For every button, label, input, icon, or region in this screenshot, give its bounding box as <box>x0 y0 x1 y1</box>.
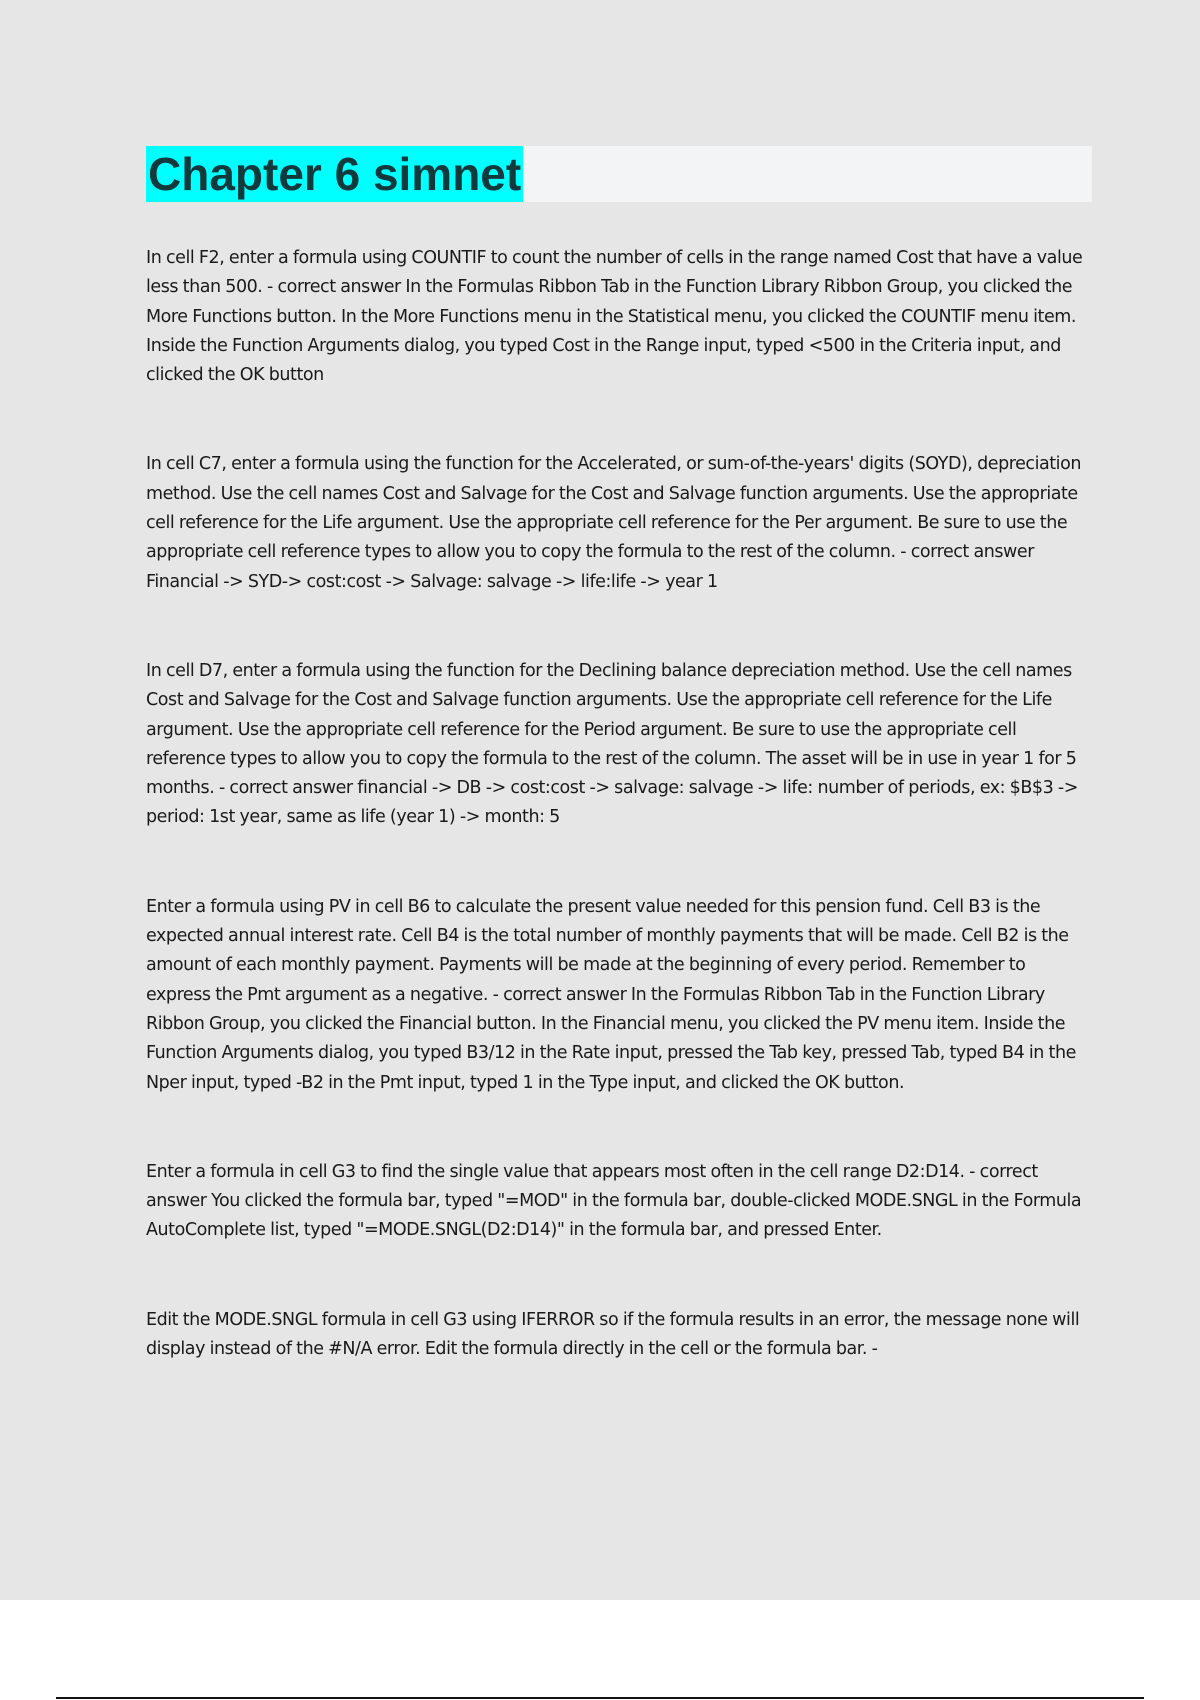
qa-item-mode-sngl: Enter a formula in cell G3 to find the single value that appears most often in the cell range D2:D14. - correct answer You clicked the formula bar, typed "=MOD" in the formula bar, double-clicked MODE.SNGL in the Formula AutoComplete list, typed "=MODE.SNGL(D2:D14)" in the formula bar, and pressed Enter. <box>146 1161 1082 1241</box>
qa-item-syd: In cell C7, enter a formula using the function for the Accelerated, or sum-of-the-years' digits (SOYD), depreciation method. Use the cell names Cost and Salvage for the Cost and Salvage function arguments. Use the appropriate cell reference for the Life argument. Use the appropriate cell reference for the Per argument. Be sure to use the appropriate cell reference types to allow you to copy the formula to the rest of the column. - correct answer Financial -> SYD-> cost:cost -> Salvage: salvage -> life:life -> year 1 <box>146 454 1081 592</box>
footer-rule <box>56 1697 1144 1699</box>
document-body <box>146 244 1092 1424</box>
qa-item-iferror: Edit the MODE.SNGL formula in cell G3 using IFERROR so if the formula results in an error, the message none will display instead of the #N/A error. Edit the formula directly in the cell or the formula bar. - <box>146 1309 1080 1360</box>
qa-item-pv: Enter a formula using PV in cell B6 to calculate the present value needed for this pension fund. Cell B3 is the expected annual interest rate. Cell B4 is the total number of monthly payments that will be made. Cell B2 is the amount of each monthly payment. Payments will be made at the beginning of every period. Remember to express the Pmt argument as a negative. - correct answer In the Formulas Ribbon Tab in the Function Library Ribbon Group, you clicked the Financial button. In the Financial menu, you clicked the PV menu item. Inside the Function Arguments dialog, you typed B3/12 in the Rate input, pressed the Tab key, pressed Tab, typed B4 in the Nper input, typed -B2 in the Pmt input, typed 1 in the Type input, and clicked the OK button. <box>146 896 1076 1093</box>
document-title: Chapter 6 simnet <box>148 148 522 200</box>
qa-item-db: In cell D7, enter a formula using the function for the Declining balance depreciation method. Use the cell names Cost and Salvage for the Cost and Salvage function arguments. Use the appropriate cell reference for the Life argument. Use the appropriate cell reference for the Period argument. Be sure to use the appropriate cell reference types to allow you to copy the formula to the rest of the column. The asset will be in use in year 1 for 5 months. - correct answer financial -> DB -> cost:cost -> salvage: salvage -> life: number of periods, ex: $B$3 -> period: 1st year, same as life (year 1) -> month: 5 <box>146 660 1078 828</box>
qa-item-countif: In cell F2, enter a formula using COUNTIF to count the number of cells in the range named Cost that have a value less than 500. - correct answer In the Formulas Ribbon Tab in the Function Library Ribbon Group, you clicked the More Functions button. In the More Functions menu in the Statistical menu, you clicked the COUNTIF menu item. Inside the Function Arguments dialog, you typed Cost in the Range input, typed <500 in the Criteria input, and clicked the OK button <box>146 248 1083 386</box>
